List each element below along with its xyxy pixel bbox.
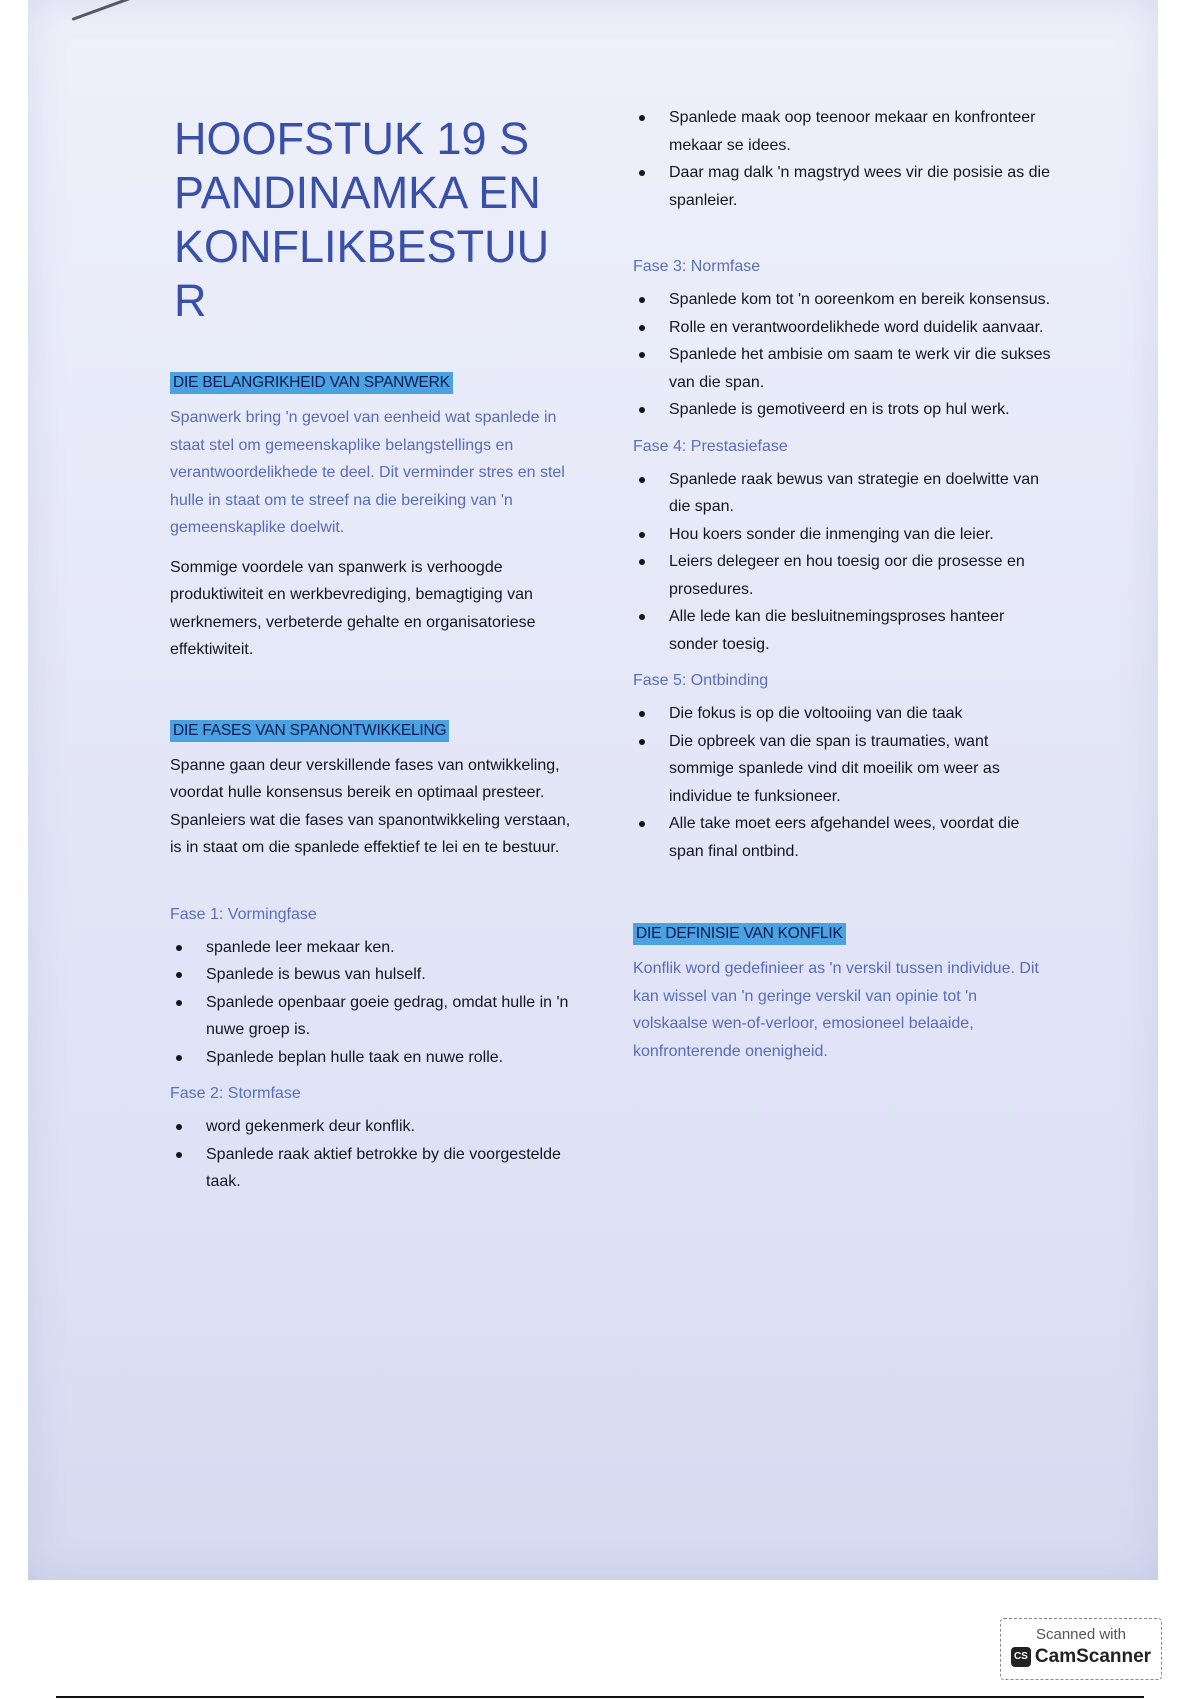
list-item: spanlede leer mekaar ken. xyxy=(170,934,580,962)
list-item: Spanlede raak bewus van strategie en doelwitte van die span. xyxy=(633,466,1053,521)
pen-mark xyxy=(71,0,134,21)
chapter-title: HOOFSTUK 19 SPANDINAMKA EN KONFLIKBESTUUR xyxy=(174,113,550,326)
section-heading-conflict: DIE DEFINISIE VAN KONFLIK xyxy=(633,923,846,945)
phase5-list xyxy=(633,700,1053,865)
conflict-definition-paragraph: Konflik word gedefinieer as 'n verskil tussen individue. Dit kan wissel van 'n geringe verskil van opinie tot 'n volskaalse wen-of-verloor, emosioneel belaaide, konfronterende onenigheid. xyxy=(633,960,1039,1060)
camscanner-logo-icon: CS xyxy=(1011,1647,1031,1667)
phase4-heading: Fase 4: Prestasiefase xyxy=(633,437,788,455)
phase2-heading: Fase 2: Stormfase xyxy=(170,1085,301,1102)
phase1-heading: Fase 1: Vormingfase xyxy=(170,905,317,923)
left-column xyxy=(170,112,580,1210)
list-item: Spanlede openbaar goeie gedrag, omdat hulle in 'n nuwe groep is. xyxy=(170,989,580,1044)
list-item: Rolle en verantwoordelikhede word duidelik aanvaar. xyxy=(633,314,1053,342)
list-item: Spanlede kom tot 'n ooreenkom en bereik konsensus. xyxy=(633,286,1053,314)
camscanner-brand xyxy=(1001,1646,1161,1668)
section-heading-importance: DIE BELANGRIKHEID VAN SPANWERK xyxy=(170,372,453,394)
list-item: Die opbreek van die span is traumaties, want sommige spanlede vind dit moeilik om weer as individue te funksioneer. xyxy=(633,728,1053,811)
camscanner-badge xyxy=(1000,1618,1162,1680)
list-item: Alle lede kan die besluitnemingsproses hanteer sonder toesig. xyxy=(633,603,1053,658)
list-item: Spanlede raak aktief betrokke by die voorgestelde taak. xyxy=(170,1141,580,1196)
phase1-list xyxy=(170,934,580,1072)
phase2-list xyxy=(170,1113,580,1196)
list-item: Spanlede het ambisie om saam te werk vir die sukses van die span. xyxy=(633,341,1053,396)
list-item: Spanlede beplan hulle taak en nuwe rolle. xyxy=(170,1044,580,1072)
list-item: Die fokus is op die voltooiing van die taak xyxy=(633,700,1053,728)
phase3-list xyxy=(633,286,1053,424)
list-item: word gekenmerk deur konflik. xyxy=(170,1113,580,1141)
phases-paragraph: Spanne gaan deur verskillende fases van ontwikkeling, voordat hulle konsensus bereik en optimaal presteer. Spanleiers wat die fases van spanontwikkeling verstaan, is in staat om die spanlede effektief te lei en te bestuur. xyxy=(170,756,571,856)
list-item: Spanlede maak oop teenoor mekaar en konfronteer mekaar se idees. xyxy=(633,104,1053,159)
list-item: Daar mag dalk 'n magstryd wees vir die posisie as die spanleier. xyxy=(633,159,1053,214)
section-heading-phases: DIE FASES VAN SPANONTWIKKELING xyxy=(170,720,449,742)
list-item: Spanlede is bewus van hulself. xyxy=(170,961,580,989)
phase4-list xyxy=(633,466,1053,659)
bottom-rule xyxy=(56,1696,1144,1698)
phase5-heading: Fase 5: Ontbinding xyxy=(633,672,769,689)
list-item: Hou koers sonder die inmenging van die leier. xyxy=(633,521,1053,549)
importance-paragraph: Spanwerk bring 'n gevoel van eenheid wat spanlede in staat stel om gemeenskaplike belangstellings en verantwoordelikhede te deel. Dit verminder stres en stel hulle in staat om te streef na die bereiking van 'n gemeenskaplike doelwit. xyxy=(170,409,565,536)
list-item: Spanlede is gemotiveerd en is trots op hul werk. xyxy=(633,396,1053,424)
scanned-with-label: Scanned with xyxy=(1035,1626,1127,1643)
benefits-paragraph: Sommige voordele van spanwerk is verhoogde produktiwiteit en werkbevrediging, bemagtiging van werknemers, verbeterde gehalte en organisatoriese effektiwiteit. xyxy=(170,558,536,658)
list-item: Alle take moet eers afgehandel wees, voordat die span final ontbind. xyxy=(633,810,1053,865)
list-item: Leiers delegeer en hou toesig oor die prosesse en prosedures. xyxy=(633,548,1053,603)
phase2-continued-list xyxy=(633,104,1053,214)
camscanner-brand-name: CamScanner xyxy=(1034,1646,1152,1667)
right-column xyxy=(633,104,1053,1077)
phase3-heading: Fase 3: Normfase xyxy=(633,258,761,275)
